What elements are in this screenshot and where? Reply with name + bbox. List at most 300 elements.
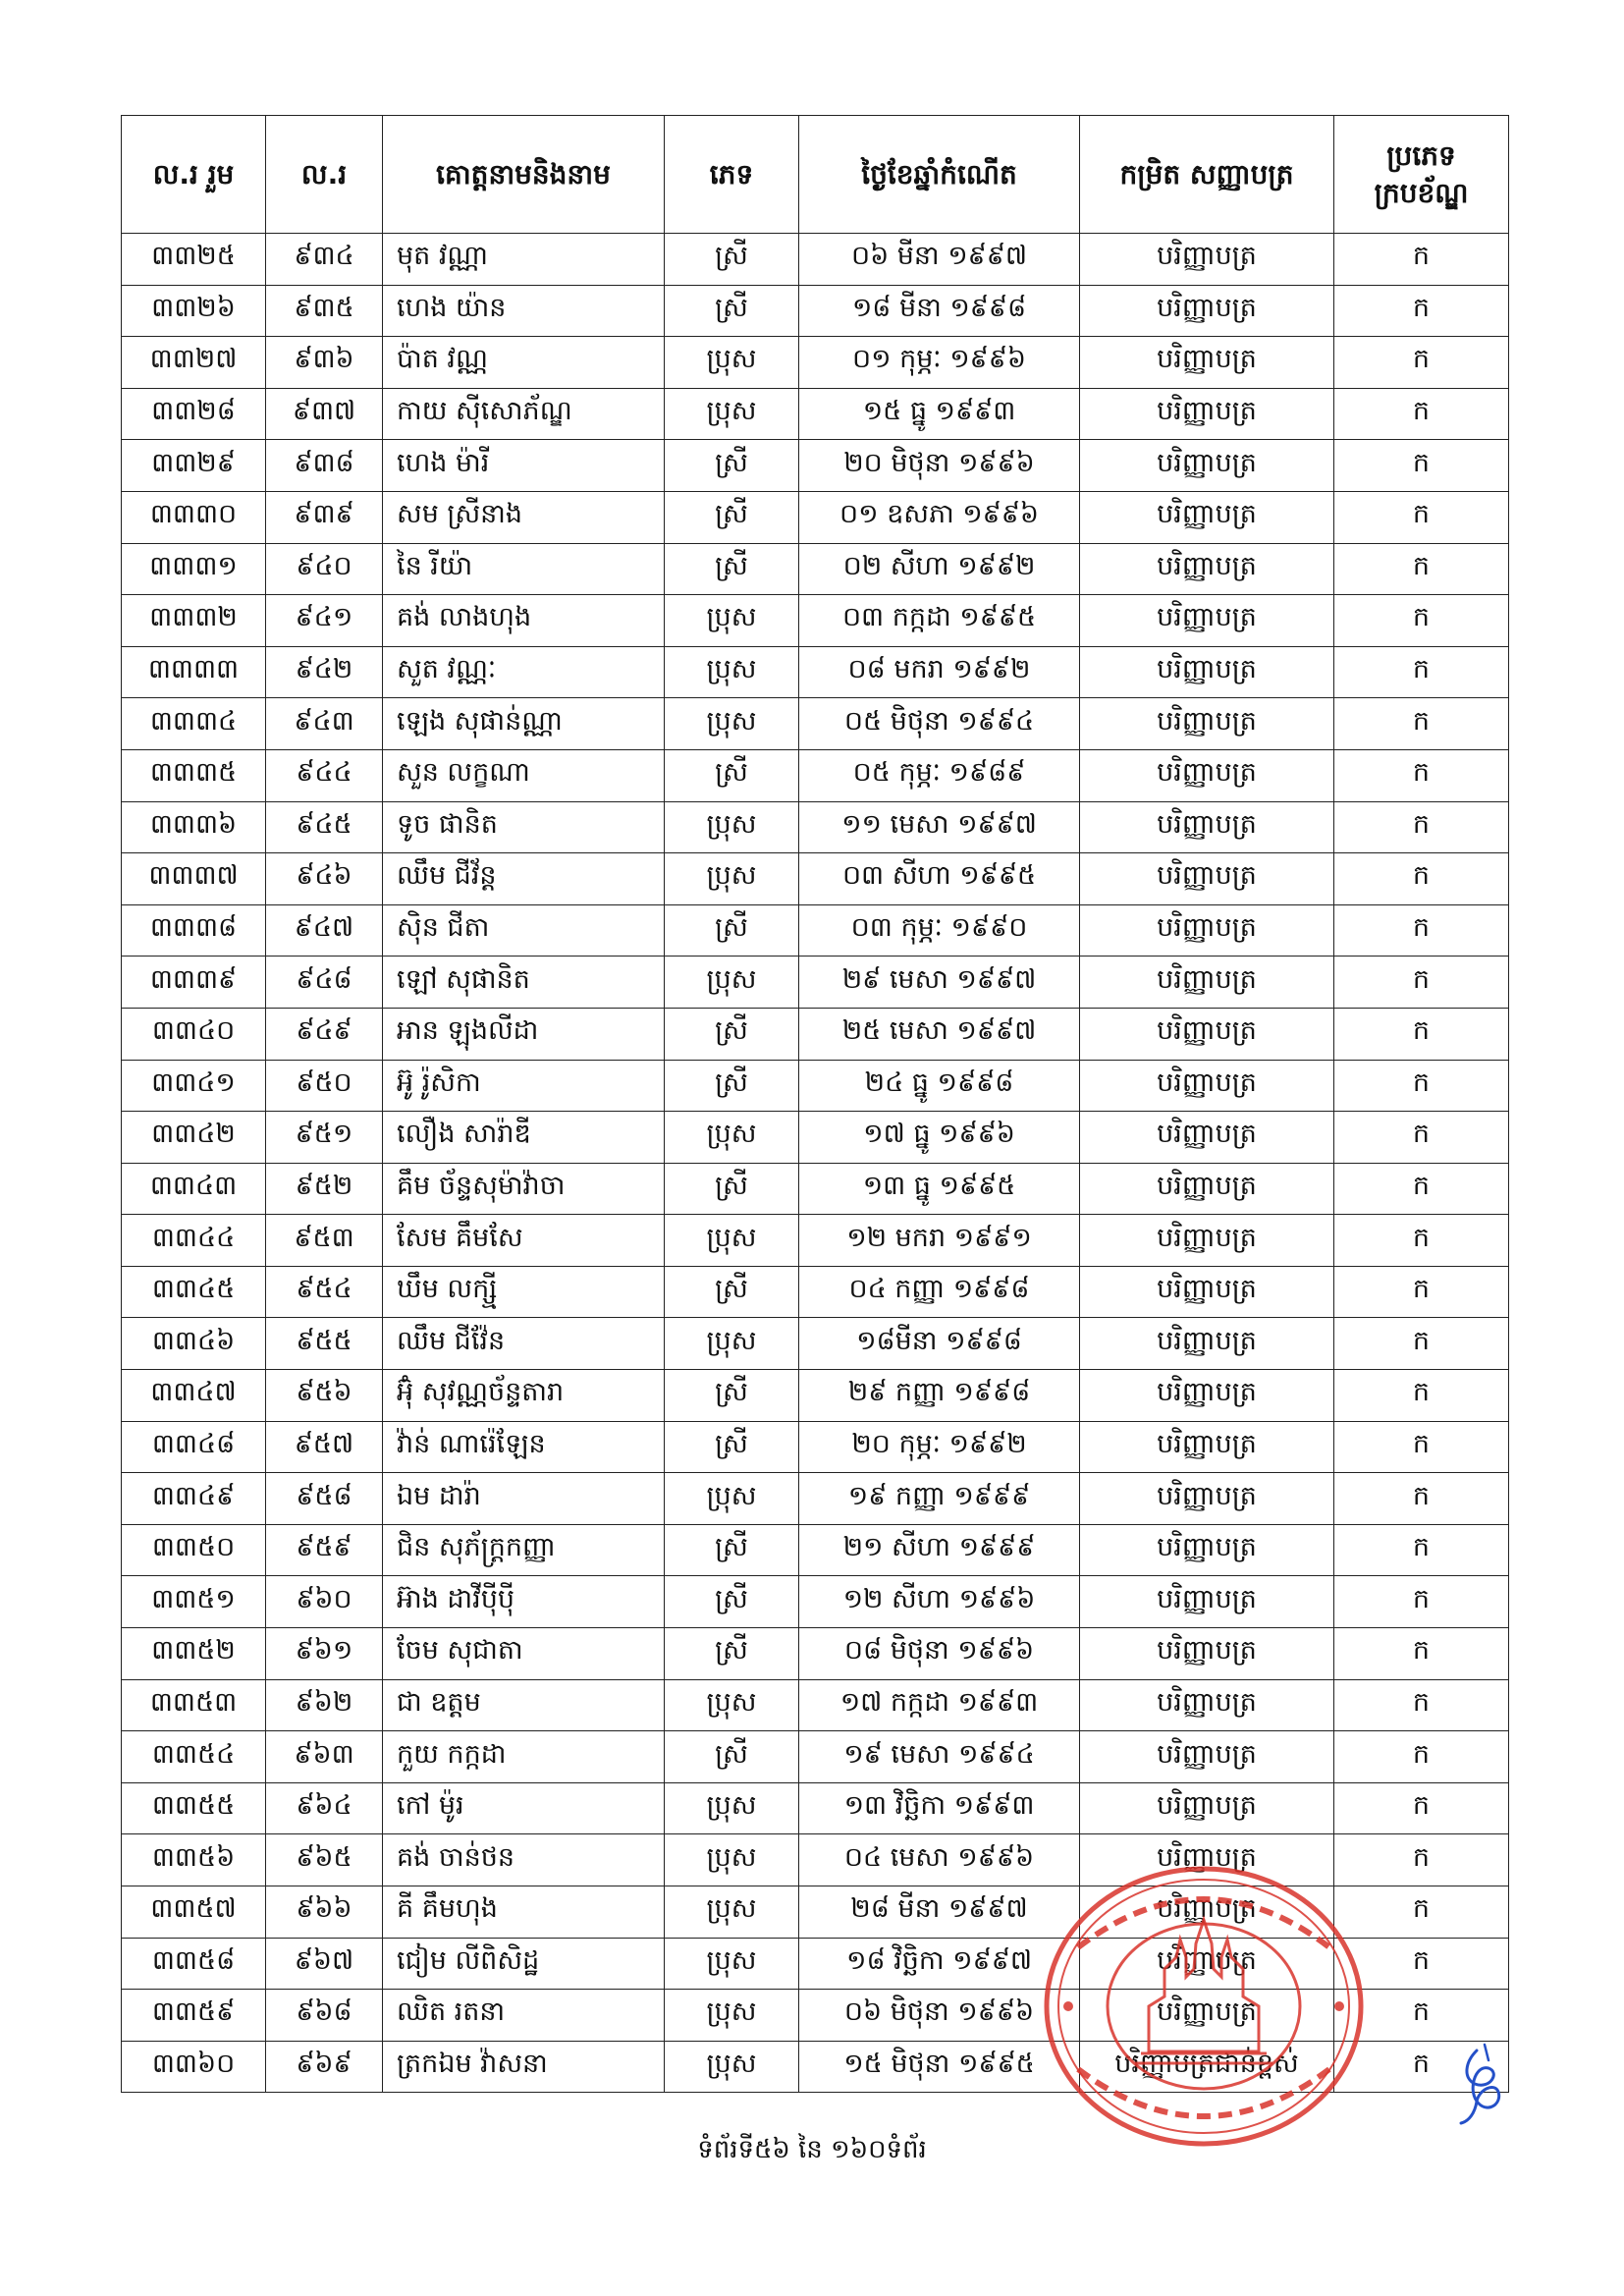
- name-cell: អ៊ាង ដាវីប៉ីប៉ី: [383, 1576, 665, 1628]
- name-cell: ទូច ផានិត: [383, 801, 665, 853]
- framework-cell: ក: [1334, 1008, 1509, 1060]
- table-row: [122, 388, 1509, 440]
- dob-cell: ១២ មករា ១៩៩១: [799, 1215, 1080, 1267]
- col-framework-type-header: ប្រភេទ ក្របខ័ណ្ឌ: [1334, 116, 1509, 234]
- degree-cell: បរិញ្ញាបត្រ: [1080, 1679, 1334, 1731]
- no-cell: ៩៥៦: [266, 1370, 383, 1422]
- name-cell: ហេង ម៉ារី: [383, 440, 665, 492]
- dob-cell: ០៦ មីនា ១៩៩៧: [799, 234, 1080, 286]
- name-cell: សួន លក្ខណា: [383, 749, 665, 801]
- framework-cell: ក: [1334, 1679, 1509, 1731]
- no-cell: ៩៤៤: [266, 749, 383, 801]
- name-cell: អ៊ូ រ៉ូសិកា: [383, 1060, 665, 1112]
- framework-cell: ក: [1334, 1938, 1509, 1990]
- name-cell: គង់ លាងហុង: [383, 595, 665, 647]
- no-cell: ៩៦៧: [266, 1938, 383, 1990]
- name-cell: កៅ ម៉ូរ: [383, 1782, 665, 1834]
- total-no-cell: ៣៣៥៥: [122, 1782, 266, 1834]
- total-no-cell: ៣៣៣៧: [122, 853, 266, 905]
- no-cell: ៩៥៧: [266, 1421, 383, 1473]
- name-cell: សម ស្រីនាង: [383, 491, 665, 543]
- degree-cell: បរិញ្ញាបត្រ: [1080, 440, 1334, 492]
- sex-cell: ស្រី: [665, 1731, 799, 1783]
- dob-cell: ០៨ មិថុនា ១៩៩៦: [799, 1628, 1080, 1680]
- framework-cell: ក: [1334, 595, 1509, 647]
- dob-cell: ០៣ កុម្ភៈ ១៩៩០: [799, 904, 1080, 957]
- sex-cell: ប្រុស: [665, 1990, 799, 2042]
- degree-cell: បរិញ្ញាបត្រ: [1080, 595, 1334, 647]
- no-cell: ៩៦៣: [266, 1731, 383, 1783]
- no-cell: ៩៦០: [266, 1576, 383, 1628]
- dob-cell: ២១ សីហា ១៩៩៩: [799, 1524, 1080, 1576]
- sex-cell: ស្រី: [665, 285, 799, 337]
- sex-cell: ស្រី: [665, 1421, 799, 1473]
- no-cell: ៩៣៤: [266, 234, 383, 286]
- sex-cell: ស្រី: [665, 1628, 799, 1680]
- name-cell: ឈឹម ជីវ៉ែន: [383, 1318, 665, 1370]
- framework-cell: ក: [1334, 1886, 1509, 1939]
- no-cell: ៩៣៨: [266, 440, 383, 492]
- degree-cell: បរិញ្ញាបត្រ: [1080, 904, 1334, 957]
- no-cell: ៩៥៣: [266, 1215, 383, 1267]
- degree-cell: បរិញ្ញាបត្រ: [1080, 1782, 1334, 1834]
- name-cell: ឈឹម ជីវ័ន្ត: [383, 853, 665, 905]
- dob-cell: ១៧ កក្កដា ១៩៩៣: [799, 1679, 1080, 1731]
- dob-cell: ១២ សីហា ១៩៩៦: [799, 1576, 1080, 1628]
- name-cell: អ៊ុំ សុវណ្ណច័ន្ទតារា: [383, 1370, 665, 1422]
- table-row: [122, 2041, 1509, 2093]
- dob-cell: ០១ ឧសភា ១៩៩៦: [799, 491, 1080, 543]
- sex-cell: ប្រុស: [665, 595, 799, 647]
- framework-cell: ក: [1334, 698, 1509, 750]
- name-cell: អាន ឡុងលីដា: [383, 1008, 665, 1060]
- page-number: ទំព័រទី៥៦ នៃ ១៦០ទំព័រ: [697, 2135, 927, 2164]
- name-cell: ឡៅ សុផានិត: [383, 957, 665, 1009]
- degree-cell: បរិញ្ញាបត្រជាន់ខ្ពស់: [1080, 2041, 1334, 2093]
- name-cell: កួយ កក្កដា: [383, 1731, 665, 1783]
- total-no-cell: ៣៣៣៩: [122, 957, 266, 1009]
- col-total-no-header: ល.រ រួម: [122, 116, 266, 234]
- sex-cell: ស្រី: [665, 1163, 799, 1215]
- dob-cell: ០១ កុម្ភៈ ១៩៩៦: [799, 337, 1080, 389]
- name-cell: វ៉ាន់ ណារ៉េឡែន: [383, 1421, 665, 1473]
- dob-cell: ១៨មីនា ១៩៩៨: [799, 1318, 1080, 1370]
- col-degree-level-header: កម្រិត សញ្ញាបត្រ: [1080, 116, 1334, 234]
- total-no-cell: ៣៣៣៥: [122, 749, 266, 801]
- table-row: [122, 1576, 1509, 1628]
- table-row: [122, 801, 1509, 853]
- total-no-cell: ៣៣៤៤: [122, 1215, 266, 1267]
- sex-cell: ស្រី: [665, 1576, 799, 1628]
- sex-cell: ស្រី: [665, 1524, 799, 1576]
- degree-cell: បរិញ្ញាបត្រ: [1080, 1834, 1334, 1886]
- framework-cell: ក: [1334, 1731, 1509, 1783]
- no-cell: ៩៣៥: [266, 285, 383, 337]
- no-cell: ៩៥៤: [266, 1266, 383, 1318]
- degree-cell: បរិញ្ញាបត្រ: [1080, 1473, 1334, 1525]
- framework-cell: ក: [1334, 388, 1509, 440]
- framework-cell: ក: [1334, 1266, 1509, 1318]
- total-no-cell: ៣៣៥០: [122, 1524, 266, 1576]
- degree-cell: បរិញ្ញាបត្រ: [1080, 1886, 1334, 1939]
- dob-cell: ១៩ មេសា ១៩៩៤: [799, 1731, 1080, 1783]
- name-cell: ស៊ិន ជីតា: [383, 904, 665, 957]
- sex-cell: ស្រី: [665, 1008, 799, 1060]
- table-row: [122, 1318, 1509, 1370]
- total-no-cell: ៣៣៤៦: [122, 1318, 266, 1370]
- no-cell: ៩៦៦: [266, 1886, 383, 1939]
- sex-cell: ស្រី: [665, 543, 799, 595]
- total-no-cell: ៣៣៣២: [122, 595, 266, 647]
- total-no-cell: ៣៣៣៨: [122, 904, 266, 957]
- degree-cell: បរិញ្ញាបត្រ: [1080, 543, 1334, 595]
- degree-cell: បរិញ្ញាបត្រ: [1080, 1112, 1334, 1164]
- dob-cell: ១៧ ធ្នូ ១៩៩៦: [799, 1112, 1080, 1164]
- dob-cell: ១៩ កញ្ញា ១៩៩៩: [799, 1473, 1080, 1525]
- framework-cell: ក: [1334, 1834, 1509, 1886]
- name-cell: ត្រកឯម វ៉ាសនា: [383, 2041, 665, 2093]
- table-row: [122, 1782, 1509, 1834]
- table-row: [122, 1628, 1509, 1680]
- roster-table: [121, 115, 1509, 2093]
- col-date-of-birth-header: ថ្ងៃខែឆ្នាំកំណើត: [799, 116, 1080, 234]
- framework-cell: ក: [1334, 1473, 1509, 1525]
- no-cell: ៩៦៤: [266, 1782, 383, 1834]
- degree-cell: បរិញ្ញាបត្រ: [1080, 957, 1334, 1009]
- table-row: [122, 595, 1509, 647]
- dob-cell: ០៦ មិថុនា ១៩៩៦: [799, 1990, 1080, 2042]
- table-row: [122, 1990, 1509, 2042]
- total-no-cell: ៣៣៤៧: [122, 1370, 266, 1422]
- sex-cell: ប្រុស: [665, 1938, 799, 1990]
- sex-cell: ប្រុស: [665, 957, 799, 1009]
- no-cell: ៩៤២: [266, 646, 383, 698]
- total-no-cell: ៣៣៣៣: [122, 646, 266, 698]
- name-cell: សួត វណ្ណៈ: [383, 646, 665, 698]
- degree-cell: បរិញ្ញាបត្រ: [1080, 1008, 1334, 1060]
- dob-cell: ០៣ កក្កដា ១៩៩៥: [799, 595, 1080, 647]
- table-row: [122, 1886, 1509, 1939]
- framework-cell: ក: [1334, 957, 1509, 1009]
- no-cell: ៩៦៩: [266, 2041, 383, 2093]
- no-cell: ៩៤៨: [266, 957, 383, 1009]
- name-cell: ចែម សុជាតា: [383, 1628, 665, 1680]
- framework-cell: ក: [1334, 1524, 1509, 1576]
- dob-cell: ២០ មិថុនា ១៩៩៦: [799, 440, 1080, 492]
- table-row: [122, 1215, 1509, 1267]
- table-row: [122, 491, 1509, 543]
- dob-cell: ១៣ វិច្ឆិកា ១៩៩៣: [799, 1782, 1080, 1834]
- table-row: [122, 1112, 1509, 1164]
- sex-cell: ប្រុស: [665, 801, 799, 853]
- framework-cell: ក: [1334, 646, 1509, 698]
- table-row: [122, 1834, 1509, 1886]
- degree-cell: បរិញ្ញាបត្រ: [1080, 337, 1334, 389]
- table-row: [122, 337, 1509, 389]
- degree-cell: បរិញ្ញាបត្រ: [1080, 646, 1334, 698]
- framework-cell: ក: [1334, 1215, 1509, 1267]
- table-row: [122, 646, 1509, 698]
- degree-cell: បរិញ្ញាបត្រ: [1080, 801, 1334, 853]
- dob-cell: ០៣ សីហា ១៩៩៥: [799, 853, 1080, 905]
- sex-cell: ស្រី: [665, 1266, 799, 1318]
- dob-cell: ២៥ មេសា ១៩៩៧: [799, 1008, 1080, 1060]
- framework-cell: ក: [1334, 1782, 1509, 1834]
- table-row: [122, 1679, 1509, 1731]
- dob-cell: ១៥ មិថុនា ១៩៩៥: [799, 2041, 1080, 2093]
- name-cell: ឯម ដារ៉ា: [383, 1473, 665, 1525]
- table-row: [122, 1421, 1509, 1473]
- degree-cell: បរិញ្ញាបត្រ: [1080, 1421, 1334, 1473]
- framework-cell: ក: [1334, 543, 1509, 595]
- dob-cell: ២៩ មេសា ១៩៩៧: [799, 957, 1080, 1009]
- sex-cell: ស្រី: [665, 440, 799, 492]
- degree-cell: បរិញ្ញាបត្រ: [1080, 388, 1334, 440]
- framework-cell: ក: [1334, 801, 1509, 853]
- framework-cell: ក: [1334, 1421, 1509, 1473]
- total-no-cell: ៣៣៥២: [122, 1628, 266, 1680]
- sex-cell: ប្រុស: [665, 698, 799, 750]
- sex-cell: ស្រី: [665, 904, 799, 957]
- framework-cell: ក: [1334, 853, 1509, 905]
- table-row: [122, 957, 1509, 1009]
- col-no-header: ល.រ: [266, 116, 383, 234]
- dob-cell: ០២ សីហា ១៩៩២: [799, 543, 1080, 595]
- framework-cell: ក: [1334, 2041, 1509, 2093]
- framework-cell: ក: [1334, 440, 1509, 492]
- sex-cell: ស្រី: [665, 749, 799, 801]
- no-cell: ៩៤៧: [266, 904, 383, 957]
- total-no-cell: ៣៣៥៧: [122, 1886, 266, 1939]
- sex-cell: ប្រុស: [665, 853, 799, 905]
- sex-cell: ប្រុស: [665, 337, 799, 389]
- framework-cell: ក: [1334, 1628, 1509, 1680]
- sex-cell: ប្រុស: [665, 1834, 799, 1886]
- degree-cell: បរិញ្ញាបត្រ: [1080, 1731, 1334, 1783]
- sex-cell: ប្រុស: [665, 1215, 799, 1267]
- dob-cell: ០៥ មិថុនា ១៩៩៤: [799, 698, 1080, 750]
- table-row: [122, 1473, 1509, 1525]
- table-row: [122, 440, 1509, 492]
- degree-cell: បរិញ្ញាបត្រ: [1080, 1163, 1334, 1215]
- table-row: [122, 1266, 1509, 1318]
- framework-cell: ក: [1334, 1163, 1509, 1215]
- degree-cell: បរិញ្ញាបត្រ: [1080, 285, 1334, 337]
- table-body: [122, 234, 1509, 2093]
- no-cell: ៩៥៩: [266, 1524, 383, 1576]
- total-no-cell: ៣៣៣៤: [122, 698, 266, 750]
- no-cell: ៩៦២: [266, 1679, 383, 1731]
- sex-cell: ប្រុស: [665, 2041, 799, 2093]
- total-no-cell: ៣៣៣១: [122, 543, 266, 595]
- name-cell: សែម គឹមសែ: [383, 1215, 665, 1267]
- no-cell: ៩៣៩: [266, 491, 383, 543]
- no-cell: ៩៣៦: [266, 337, 383, 389]
- framework-cell: ក: [1334, 1112, 1509, 1164]
- no-cell: ៩៤១: [266, 595, 383, 647]
- name-cell: ឃឹម លក្ស្មី: [383, 1266, 665, 1318]
- framework-cell: ក: [1334, 337, 1509, 389]
- dob-cell: ០៤ មេសា ១៩៩៦: [799, 1834, 1080, 1886]
- name-cell: ជា ឧត្តម: [383, 1679, 665, 1731]
- total-no-cell: ៣៣៥៦: [122, 1834, 266, 1886]
- total-no-cell: ៣៣៥១: [122, 1576, 266, 1628]
- total-no-cell: ៣៣៥៩: [122, 1990, 266, 2042]
- sex-cell: ស្រី: [665, 1370, 799, 1422]
- degree-cell: បរិញ្ញាបត្រ: [1080, 1524, 1334, 1576]
- framework-cell: ក: [1334, 285, 1509, 337]
- total-no-cell: ៣៣៥៤: [122, 1731, 266, 1783]
- no-cell: ៩៥៥: [266, 1318, 383, 1370]
- name-cell: លឿង សារ៉ាឌី: [383, 1112, 665, 1164]
- sex-cell: ស្រី: [665, 1060, 799, 1112]
- table-header: [122, 116, 1509, 234]
- dob-cell: ១៨ វិច្ឆិកា ១៩៩៧: [799, 1938, 1080, 1990]
- name-cell: កាយ ស៊ីសោភ័ណ្ឌ: [383, 388, 665, 440]
- name-cell: ឡេង សុផាន់ណ្ណា: [383, 698, 665, 750]
- no-cell: ៩៥៨: [266, 1473, 383, 1525]
- framework-cell: ក: [1334, 749, 1509, 801]
- sex-cell: ប្រុស: [665, 1318, 799, 1370]
- total-no-cell: ៣៣២៨: [122, 388, 266, 440]
- no-cell: ៩៤៥: [266, 801, 383, 853]
- table-row: [122, 853, 1509, 905]
- dob-cell: ០៤ កញ្ញា ១៩៩៨: [799, 1266, 1080, 1318]
- framework-cell: ក: [1334, 1060, 1509, 1112]
- degree-cell: បរិញ្ញាបត្រ: [1080, 1318, 1334, 1370]
- degree-cell: បរិញ្ញាបត្រ: [1080, 491, 1334, 543]
- dob-cell: ១៣ ធ្នូ ១៩៩៥: [799, 1163, 1080, 1215]
- dob-cell: ២៨ មីនា ១៩៩៧: [799, 1886, 1080, 1939]
- dob-cell: ០៨ មករា ១៩៩២: [799, 646, 1080, 698]
- dob-cell: ២៩ កញ្ញា ១៩៩៨: [799, 1370, 1080, 1422]
- table-row: [122, 749, 1509, 801]
- degree-cell: បរិញ្ញាបត្រ: [1080, 1576, 1334, 1628]
- dob-cell: ២០ កុម្ភៈ ១៩៩២: [799, 1421, 1080, 1473]
- framework-cell: ក: [1334, 1576, 1509, 1628]
- sex-cell: ប្រុស: [665, 1679, 799, 1731]
- sex-cell: ស្រី: [665, 234, 799, 286]
- degree-cell: បរិញ្ញាបត្រ: [1080, 853, 1334, 905]
- table-row: [122, 1938, 1509, 1990]
- framework-cell: ក: [1334, 1990, 1509, 2042]
- name-cell: ជៀម លីពិសិដ្ឋ: [383, 1938, 665, 1990]
- table-row: [122, 1731, 1509, 1783]
- total-no-cell: ៣៣៦០: [122, 2041, 266, 2093]
- no-cell: ៩៥២: [266, 1163, 383, 1215]
- sex-cell: ស្រី: [665, 491, 799, 543]
- total-no-cell: ៣៣៣៦: [122, 801, 266, 853]
- degree-cell: បរិញ្ញាបត្រ: [1080, 234, 1334, 286]
- total-no-cell: ៣៣២៥: [122, 234, 266, 286]
- name-cell: ជិន សុភ័ក្រ្តកញ្ញា: [383, 1524, 665, 1576]
- degree-cell: បរិញ្ញាបត្រ: [1080, 1215, 1334, 1267]
- table-row: [122, 285, 1509, 337]
- no-cell: ៩៦៨: [266, 1990, 383, 2042]
- framework-cell: ក: [1334, 904, 1509, 957]
- dob-cell: ១៨ មីនា ១៩៩៨: [799, 285, 1080, 337]
- degree-cell: បរិញ្ញាបត្រ: [1080, 1266, 1334, 1318]
- col-sex-header: ភេទ: [665, 116, 799, 234]
- sex-cell: ប្រុស: [665, 388, 799, 440]
- table-row: [122, 904, 1509, 957]
- total-no-cell: ៣៣២៩: [122, 440, 266, 492]
- name-cell: គី គឹមហុង: [383, 1886, 665, 1939]
- total-no-cell: ៣៣២៦: [122, 285, 266, 337]
- no-cell: ៩៤៩: [266, 1008, 383, 1060]
- table-row: [122, 1060, 1509, 1112]
- no-cell: ៩៣៧: [266, 388, 383, 440]
- table-row: [122, 698, 1509, 750]
- total-no-cell: ៣៣៤២: [122, 1112, 266, 1164]
- no-cell: ៩៦៥: [266, 1834, 383, 1886]
- total-no-cell: ៣៣៣០: [122, 491, 266, 543]
- table-row: [122, 1524, 1509, 1576]
- sex-cell: ប្រុស: [665, 1112, 799, 1164]
- dob-cell: ០៥ កុម្ភៈ ១៩៨៩: [799, 749, 1080, 801]
- total-no-cell: ៣៣៥៨: [122, 1938, 266, 1990]
- table-row: [122, 1163, 1509, 1215]
- framework-cell: ក: [1334, 491, 1509, 543]
- sex-cell: ប្រុស: [665, 646, 799, 698]
- degree-cell: បរិញ្ញាបត្រ: [1080, 698, 1334, 750]
- degree-cell: បរិញ្ញាបត្រ: [1080, 1990, 1334, 2042]
- name-cell: ឈិត រតនា: [383, 1990, 665, 2042]
- framework-cell: ក: [1334, 234, 1509, 286]
- total-no-cell: ៣៣៤១: [122, 1060, 266, 1112]
- no-cell: ៩៥០: [266, 1060, 383, 1112]
- framework-cell: ក: [1334, 1370, 1509, 1422]
- degree-cell: បរិញ្ញាបត្រ: [1080, 749, 1334, 801]
- dob-cell: ២៤ ធ្នូ ១៩៩៨: [799, 1060, 1080, 1112]
- table-row: [122, 1008, 1509, 1060]
- name-cell: ហេង យ៉ាន: [383, 285, 665, 337]
- degree-cell: បរិញ្ញាបត្រ: [1080, 1938, 1334, 1990]
- total-no-cell: ៣៣៤៨: [122, 1421, 266, 1473]
- dob-cell: ១៥ ធ្នូ ១៩៩៣: [799, 388, 1080, 440]
- header-row: [122, 116, 1509, 234]
- total-no-cell: ៣៣៤៥: [122, 1266, 266, 1318]
- name-cell: ប៉ាត វណ្ណ: [383, 337, 665, 389]
- framework-cell: ក: [1334, 1318, 1509, 1370]
- table-row: [122, 234, 1509, 286]
- dob-cell: ១១ មេសា ១៩៩៧: [799, 801, 1080, 853]
- no-cell: ៩៦១: [266, 1628, 383, 1680]
- total-no-cell: ៣៣៤០: [122, 1008, 266, 1060]
- total-no-cell: ៣៣២៧: [122, 337, 266, 389]
- degree-cell: បរិញ្ញាបត្រ: [1080, 1370, 1334, 1422]
- table-row: [122, 543, 1509, 595]
- no-cell: ៩៥១: [266, 1112, 383, 1164]
- name-cell: គង់ ចាន់ថន: [383, 1834, 665, 1886]
- name-cell: នៃ រីយ៉ា: [383, 543, 665, 595]
- degree-cell: បរិញ្ញាបត្រ: [1080, 1628, 1334, 1680]
- sex-cell: ប្រុស: [665, 1886, 799, 1939]
- total-no-cell: ៣៣៤៩: [122, 1473, 266, 1525]
- table-row: [122, 1370, 1509, 1422]
- total-no-cell: ៣៣៥៣: [122, 1679, 266, 1731]
- name-cell: គឹម ច័ន្ទសុម៉ាវ៉ាចា: [383, 1163, 665, 1215]
- no-cell: ៩៤០: [266, 543, 383, 595]
- total-no-cell: ៣៣៤៣: [122, 1163, 266, 1215]
- sex-cell: ប្រុស: [665, 1473, 799, 1525]
- name-cell: មុត វណ្ណា: [383, 234, 665, 286]
- col-full-name-header: គោត្តនាមនិងនាម: [383, 116, 665, 234]
- degree-cell: បរិញ្ញាបត្រ: [1080, 1060, 1334, 1112]
- no-cell: ៩៤៦: [266, 853, 383, 905]
- no-cell: ៩៤៣: [266, 698, 383, 750]
- sex-cell: ប្រុស: [665, 1782, 799, 1834]
